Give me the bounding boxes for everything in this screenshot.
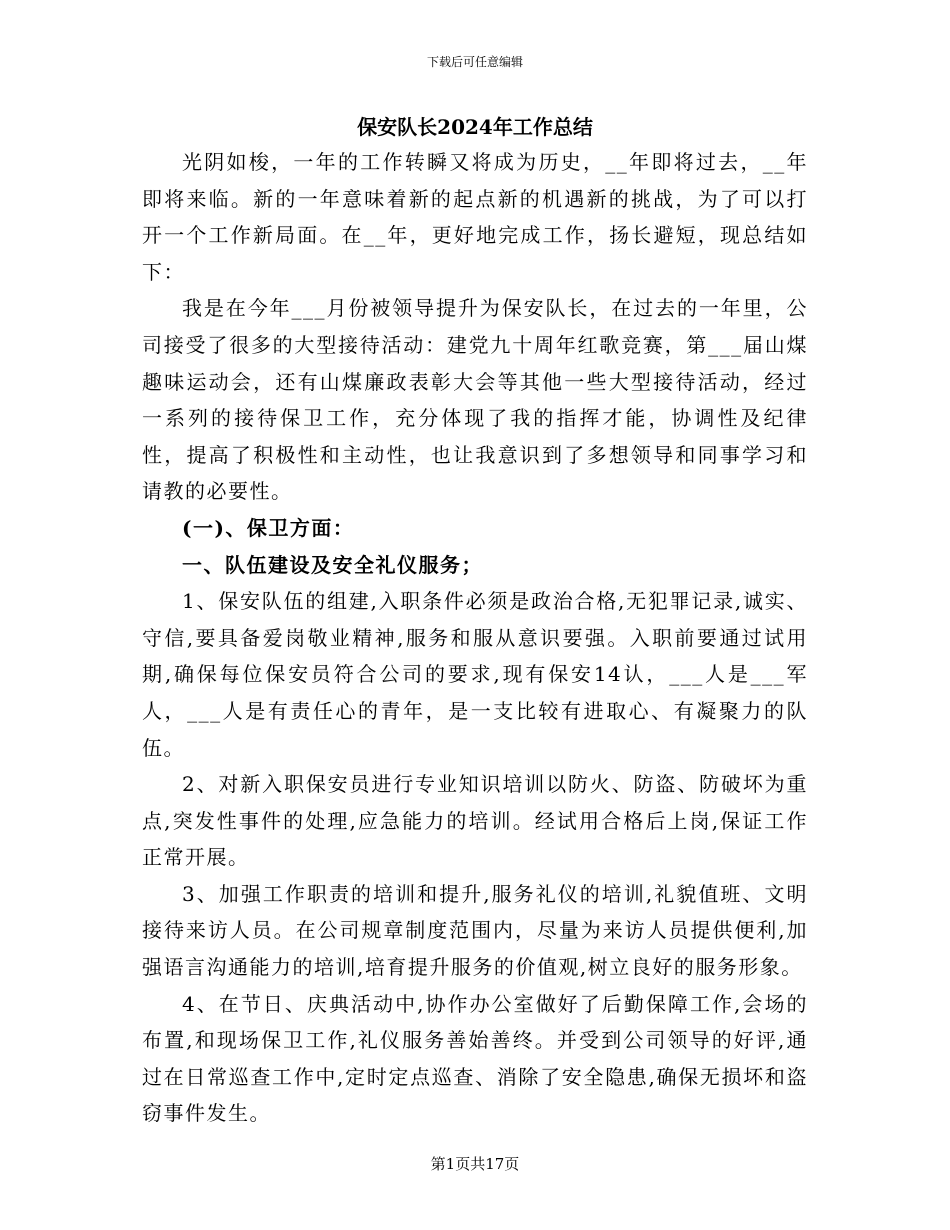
intro-paragraph: 光阴如梭，一年的工作转瞬又将成为历史，__年即将过去，__年即将来临。新的一年意味着新的起点新的机遇新的挑战，为了可以打开一个工作新局面。在__年，更好地完成工作，扬长避短，现总结如下：	[142, 150, 808, 284]
page-number: 第1页共17页	[430, 1155, 520, 1173]
document-body	[142, 112, 808, 1132]
section-heading: (一)、保卫方面：	[182, 515, 355, 540]
list-item-3: 3、加强工作职责的培训和提升,服务礼仪的培训,礼貌值班、文明接待来访人员。在公司规章制度范围内，尽量为来访人员提供便利,加强语言沟通能力的培训,培育提升服务的价值观,树立良好的服务形象。	[142, 881, 808, 980]
document-title: 保安队长2024年工作总结	[357, 115, 593, 139]
list-item-1: 1、保安队伍的组建,入职条件必须是政治合格,无犯罪记录,诚实、守信,要具备爱岗敬业精神,服务和服从意识要强。入职前要通过试用期,确保每位保安员符合公司的要求,现有保安14认，___人是___军人，___人是有责任心的青年，是一支比较有进取心、有凝聚力的队伍。	[142, 589, 808, 760]
list-item-4: 4、在节日、庆典活动中,协作办公室做好了后勤保障工作,会场的布置,和现场保卫工作,礼仪服务善始善终。并受到公司领导的好评,通过在日常巡查工作中,定时定点巡查、消除了安全隐患,确保无损坏和盗窃事件发生。	[142, 991, 808, 1126]
body-paragraph: 我是在今年___月份被领导提升为保安队长，在过去的一年里，公司接受了很多的大型接待活动：建党九十周年红歌竞赛，第___届山煤趣味运动会，还有山煤廉政表彰大会等其他一些大型接待活动，经过一系列的接待保卫工作，充分体现了我的指挥才能，协调性及纪律性，提高了积极性和主动性，也让我意识到了多想领导和同事学习和请教的必要性。	[142, 296, 808, 504]
page-header-note: 下载后可任意编辑	[426, 55, 523, 69]
subsection-heading: 一、队伍建设及安全礼仪服务；	[182, 552, 483, 577]
list-item-2: 2、对新入职保安员进行专业知识培训以防火、防盗、防破坏为重点,突发性事件的处理,应急能力的培训。经试用合格后上岗,保证工作正常开展。	[142, 772, 808, 870]
